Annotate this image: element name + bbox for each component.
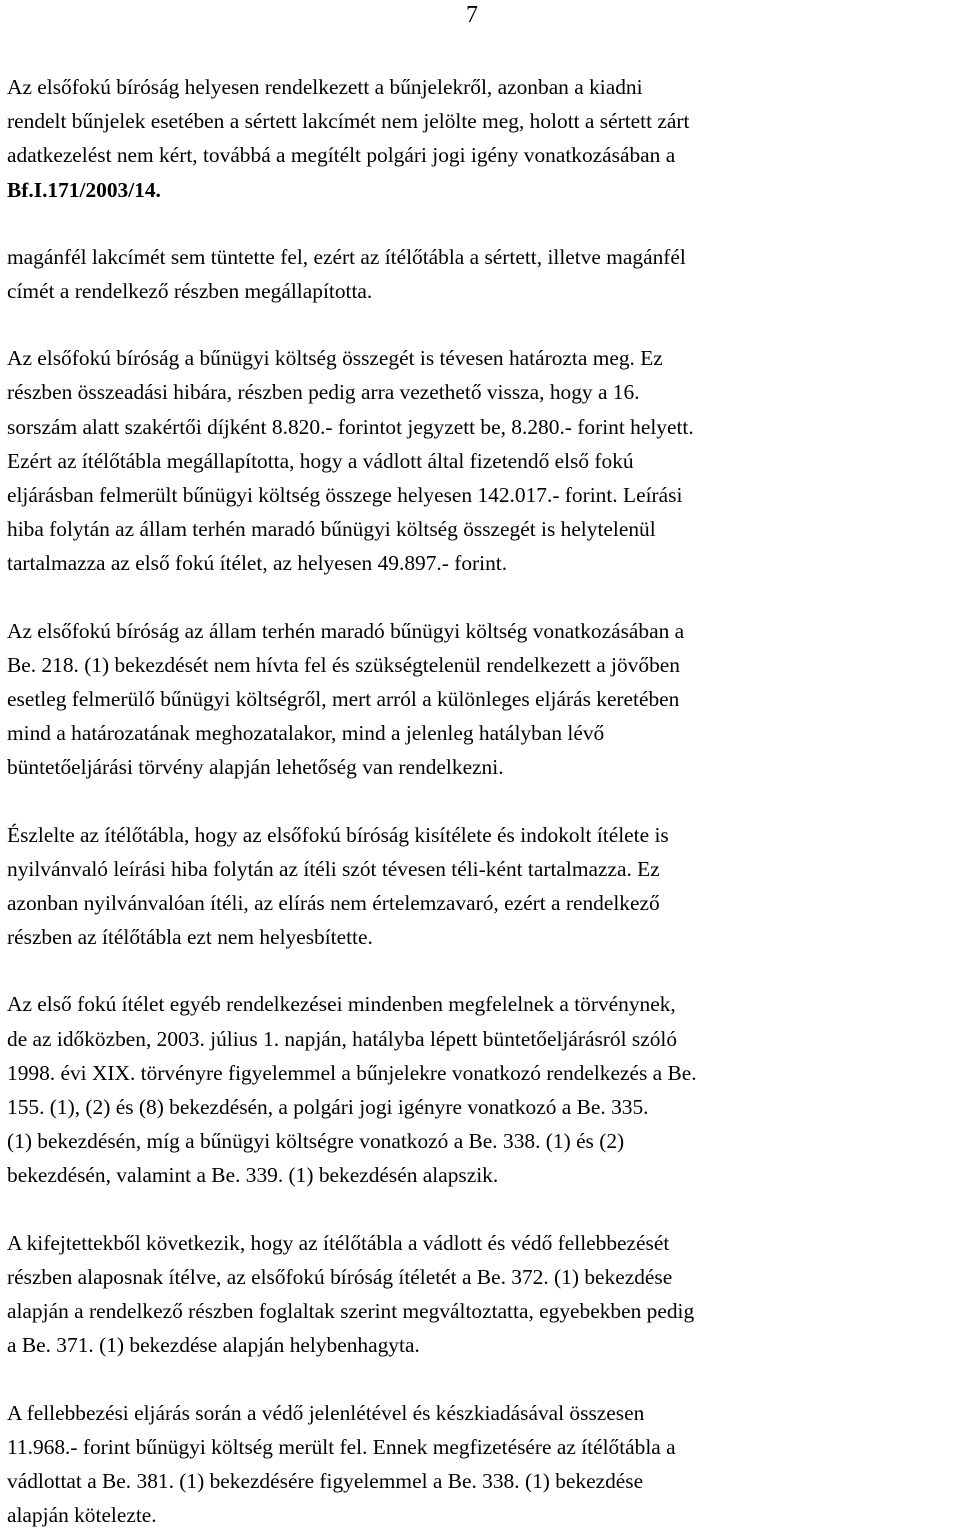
paragraph-5 [7,818,955,955]
page-number: 7 [466,0,496,30]
text-line: alapján a rendelkező részben foglaltak szerint megváltoztatta, egyebekben pedig [7,1299,694,1323]
paragraph-4 [7,614,955,785]
text-line: de az időközben, 2003. július 1. napján, hatályba lépett büntetőeljárásról szóló [7,1027,677,1051]
text-line: eljárásban felmerült bűnügyi költség összege helyesen 142.017.- forint. Leírási [7,483,682,507]
text-line: Az elsőfokú bíróság a bűnügyi költség összegét is tévesen határozta meg. Ez [7,346,663,370]
text-line: magánfél lakcímét sem tüntette fel, ezért az ítélőtábla a sértett, illetve magánfél [7,245,686,269]
text-line: esetleg felmerülő bűnügyi költségről, mert arról a különleges eljárás keretében [7,687,679,711]
text-line: 1998. évi XIX. törvényre figyelemmel a bűnjelekre vonatkozó rendelkezés a Be. [7,1061,697,1085]
text-line: A kifejtettekből következik, hogy az ítélőtábla a vádlott és védő fellebbezését [7,1231,669,1255]
text-line: alapján kötelezte. [7,1503,157,1527]
text-line: címét a rendelkező részben megállapította. [7,279,372,303]
text-line: nyilvánvaló leírási hiba folytán az ítéli szót tévesen téli-ként tartalmazza. Ez [7,857,660,881]
text-line: Az elsőfokú bíróság az állam terhén maradó bűnügyi költség vonatkozásában a [7,619,684,643]
text-line: 155. (1), (2) és (8) bekezdésén, a polgári jogi igényre vonatkozó a Be. 335. [7,1095,649,1119]
document-body [7,70,955,1532]
text-line: a Be. 371. (1) bekezdése alapján helybenhagyta. [7,1333,420,1357]
text-line: vádlottat a Be. 381. (1) bekezdésére figyelemmel a Be. 338. (1) bekezdése [7,1469,643,1493]
text-line: részben összeadási hibára, részben pedig arra vezethető vissza, hogy a 16. [7,380,640,404]
case-number: Bf.I.171/2003/14. [7,178,161,202]
text-line: mind a határozatának meghozatalakor, mind a jelenleg hatályban lévő [7,721,604,745]
text-line: Észlelte az ítélőtábla, hogy az elsőfokú bíróság kisítélete és indokolt ítélete is [7,823,669,847]
text-line: hiba folytán az állam terhén maradó bűnügyi költség összegét is helytelenül [7,517,656,541]
text-line: bekezdésén, valamint a Be. 339. (1) bekezdésén alapszik. [7,1163,498,1187]
text-line: részben alaposnak ítélve, az elsőfokú bíróság ítéletét a Be. 372. (1) bekezdése [7,1265,672,1289]
paragraph-2 [7,240,955,308]
text-line: Ezért az ítélőtábla megállapította, hogy a vádlott által fizetendő első fokú [7,449,634,473]
text-line: Az első fokú ítélet egyéb rendelkezései mindenben megfelelnek a törvénynek, [7,992,676,1016]
text-line: A fellebbezési eljárás során a védő jelenlétével és készkiadásával összesen [7,1401,644,1425]
text-line: tartalmazza az első fokú ítélet, az helyesen 49.897.- forint. [7,551,507,575]
text-line: sorszám alatt szakértői díjként 8.820.- forintot jegyzett be, 8.280.- forint helyett. [7,415,694,439]
text-line: Az elsőfokú bíróság helyesen rendelkezett a bűnjelekről, azonban a kiadni [7,75,643,99]
paragraph-6 [7,987,955,1192]
text-line: 11.968.- forint bűnügyi költség merült fel. Ennek megfizetésére az ítélőtábla a [7,1435,676,1459]
text-line: (1) bekezdésén, míg a bűnügyi költségre vonatkozó a Be. 338. (1) és (2) [7,1129,624,1153]
text-line: részben az ítélőtábla ezt nem helyesbítette. [7,925,373,949]
text-line: büntetőeljárási törvény alapján lehetőség van rendelkezni. [7,755,504,779]
paragraph-8 [7,1396,955,1532]
paragraph-1 [7,70,955,207]
text-line: Be. 218. (1) bekezdését nem hívta fel és szükségtelenül rendelkezett a jövőben [7,653,680,677]
text-line: azonban nyilvánvalóan ítéli, az elírás nem értelemzavaró, ezért a rendelkező [7,891,660,915]
text-line: adatkezelést nem kért, továbbá a megítélt polgári jogi igény vonatkozásában a [7,143,675,167]
paragraph-7 [7,1226,955,1363]
paragraph-3 [7,341,955,580]
text-line: rendelt bűnjelek esetében a sértett lakcímét nem jelölte meg, holott a sértett zárt [7,109,689,133]
